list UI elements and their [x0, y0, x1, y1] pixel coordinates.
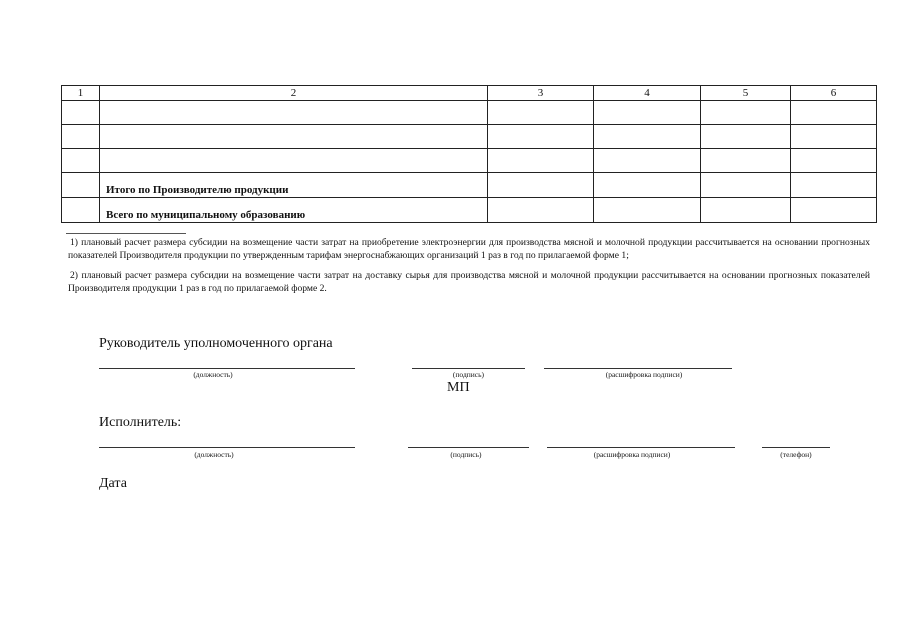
- table-cell: [594, 101, 701, 125]
- table-row: [62, 149, 877, 173]
- table-cell: [594, 149, 701, 173]
- column-number-4: 4: [594, 86, 701, 101]
- table-cell: [701, 173, 791, 198]
- column-number-6: 6: [791, 86, 877, 101]
- head-title: Руководитель уполномоченного органа: [99, 336, 333, 351]
- date-label: Дата: [99, 476, 127, 491]
- table-cell: [62, 125, 100, 149]
- table-cell: [488, 125, 594, 149]
- table-cell: [594, 125, 701, 149]
- executor-decode-line: [547, 447, 735, 448]
- executor-decode-caption: (расшифровка подписи): [593, 450, 671, 459]
- table-cell: [701, 198, 791, 223]
- table-header-row: [62, 86, 877, 101]
- table-row: [62, 101, 877, 125]
- total-municipal-row: [62, 198, 877, 223]
- executor-signature-caption: (подпись): [450, 450, 482, 459]
- table-cell: [791, 149, 877, 173]
- executor-title: Исполнитель:: [99, 415, 182, 430]
- table-cell: [100, 101, 488, 125]
- total-producer-label: Итого по Производителю продукции: [100, 173, 488, 198]
- table-cell: [701, 149, 791, 173]
- table-cell: [62, 149, 100, 173]
- executor-phone-caption: (телефон): [780, 450, 812, 459]
- table-cell: [488, 198, 594, 223]
- table-cell: [62, 198, 100, 223]
- table-cell: [100, 149, 488, 173]
- footnote-separator: [66, 233, 186, 234]
- table-cell: [100, 125, 488, 149]
- head-position-line: [99, 368, 355, 369]
- total-producer-row: [62, 173, 877, 198]
- executor-position-line: [99, 447, 355, 448]
- head-decode-caption: (расшифровка подписи): [605, 370, 683, 379]
- data-table: [61, 85, 877, 223]
- table-cell: [791, 198, 877, 223]
- table-cell: [488, 149, 594, 173]
- table-cell: [701, 125, 791, 149]
- executor-signature-line: [408, 447, 529, 448]
- head-position-caption: (должность): [193, 370, 233, 379]
- table-cell: [488, 173, 594, 198]
- table-cell: [594, 198, 701, 223]
- table-cell: [701, 101, 791, 125]
- column-number-5: 5: [701, 86, 791, 101]
- table-cell: [791, 101, 877, 125]
- column-number-3: 3: [488, 86, 594, 101]
- executor-phone-line: [762, 447, 830, 448]
- executor-position-caption: (должность): [194, 450, 234, 459]
- total-municipal-label: Всего по муниципальному образованию: [100, 198, 488, 223]
- head-decode-line: [544, 368, 732, 369]
- table-cell: [791, 125, 877, 149]
- footnote-1: 1) плановый расчет размера субсидии на возмещение части затрат на приобретение электроэнергии для производства мясной и молочной продукции рассчитывается на основании прогнозных показателей Производителя продукции по утвержденным тарифам энергоснабжающих организаций 1 раз в год по прилагаемой форме 1;: [68, 237, 870, 261]
- column-number-1: 1: [62, 86, 100, 101]
- table-row: [62, 125, 877, 149]
- table-cell: [62, 173, 100, 198]
- column-number-2: 2: [100, 86, 488, 101]
- footnote-2: 2) плановый расчет размера субсидии на возмещение части затрат на доставку сырья для производства мясной и молочной продукции рассчитывается на основании прогнозных показателей Производителя продукции 1 раз в год по прилагаемой форме 2.: [68, 270, 870, 294]
- table-cell: [488, 101, 594, 125]
- table-cell: [594, 173, 701, 198]
- head-signature-caption: (подпись): [452, 370, 485, 379]
- table-cell: [62, 101, 100, 125]
- stamp-label: МП: [447, 380, 470, 395]
- head-signature-line: [412, 368, 525, 369]
- table-cell: [791, 173, 877, 198]
